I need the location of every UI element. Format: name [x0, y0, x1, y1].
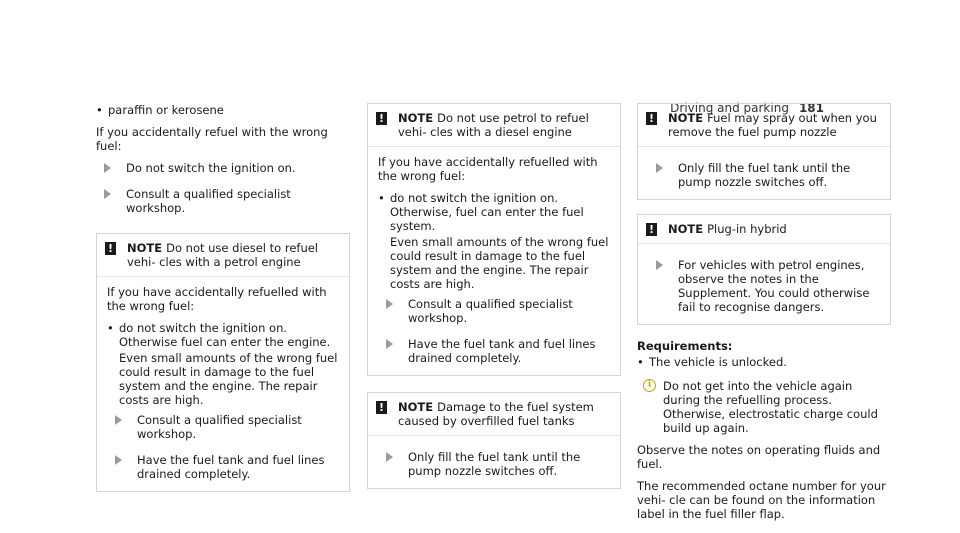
- note-heading: Do not use petrol to refuel vehi- cles with a diesel engine: [398, 111, 589, 139]
- warning-icon: !: [376, 112, 387, 125]
- bullet-icon: •: [96, 103, 103, 117]
- list-item: • do not switch the ignition on. Otherwise fuel can enter the engine.: [107, 321, 331, 349]
- bullet-icon: •: [637, 355, 644, 369]
- arrow-icon: [115, 415, 122, 425]
- note-title: NOTE: [398, 400, 434, 414]
- arrow-icon: [656, 163, 663, 173]
- arrow-icon: [386, 299, 393, 309]
- note-box: [367, 392, 621, 489]
- section-title: Driving and parking: [670, 101, 789, 115]
- note-title: NOTE: [668, 111, 704, 125]
- instruction-step: Only fill the fuel tank until the pump nozzle switches off.: [648, 161, 880, 189]
- note-body: [97, 277, 349, 491]
- paragraph: Even small amounts of the wrong fuel could result in damage to the fuel system and the engine. The repair costs are high.: [119, 351, 338, 407]
- column-2: [367, 103, 621, 503]
- note-title: NOTE: [127, 241, 163, 255]
- note-box: [367, 103, 621, 376]
- column-3: [637, 103, 891, 529]
- instruction-step: For vehicles with petrol engines, observe the notes in the Supplement. You could otherwise fail to recognise dangers.: [648, 258, 880, 314]
- paragraph: The recommended octane number for your vehi- cle can be found on the information label in the fuel filler flap.: [637, 479, 886, 521]
- arrow-icon: [104, 163, 111, 173]
- note-title: NOTE: [668, 222, 704, 236]
- note-header: [638, 215, 890, 244]
- instruction-step: Do not switch the ignition on.: [96, 161, 350, 175]
- warning-icon: !: [376, 401, 387, 414]
- note-header: [368, 104, 620, 147]
- instruction-step: Only fill the fuel tank until the pump nozzle switches off.: [378, 450, 610, 478]
- note-header: [97, 234, 349, 277]
- note-heading: Damage to the fuel system caused by overfilled fuel tanks: [398, 400, 594, 428]
- instruction-step: Have the fuel tank and fuel lines drained completely.: [107, 453, 339, 481]
- requirements-title: Requirements:: [637, 339, 733, 353]
- column-1: [96, 103, 350, 506]
- paragraph: Observe the notes on operating fluids and fuel.: [637, 443, 881, 471]
- bullet-icon: •: [107, 321, 114, 335]
- arrow-icon: [386, 339, 393, 349]
- note-body: [638, 244, 890, 324]
- paragraph: If you have accidentally refuelled with the wrong fuel:: [378, 155, 598, 183]
- info-icon: i: [643, 379, 656, 392]
- note-header: [368, 393, 620, 436]
- paragraph: Even small amounts of the wrong fuel could result in damage to the fuel system and the engine. The repair costs are high.: [390, 235, 609, 291]
- note-box: [637, 103, 891, 200]
- warning-icon: !: [646, 223, 657, 236]
- note-body: [368, 147, 620, 375]
- arrow-icon: [386, 452, 393, 462]
- list-item: • The vehicle is unlocked.: [637, 355, 787, 369]
- note-heading: Plug-in hybrid: [707, 222, 787, 236]
- info-note: i Do not get into the vehicle again during the refuelling process. Otherwise, electrostatic charge could build up again.: [637, 379, 891, 435]
- note-body: [368, 436, 620, 488]
- bullet-icon: •: [378, 191, 385, 205]
- paragraph: If you have accidentally refuelled with the wrong fuel:: [107, 285, 327, 313]
- warning-icon: !: [646, 112, 657, 125]
- instruction-step: Consult a qualified specialist workshop.: [107, 413, 339, 441]
- note-heading: Do not use diesel to refuel vehi- cles with a petrol engine: [127, 241, 319, 269]
- list-item: • do not switch the ignition on. Otherwise, fuel can enter the fuel system.: [378, 191, 584, 233]
- arrow-icon: [115, 455, 122, 465]
- instruction-step: Have the fuel tank and fuel lines drained completely.: [378, 337, 610, 365]
- note-heading: Fuel may spray out when you remove the fuel pump nozzle: [668, 111, 877, 139]
- note-header: [638, 104, 890, 147]
- instruction-step: Consult a qualified specialist workshop.: [378, 297, 610, 325]
- note-box: [637, 214, 891, 325]
- note-title: NOTE: [398, 111, 434, 125]
- warning-icon: !: [105, 242, 116, 255]
- list-item: • paraffin or kerosene: [96, 103, 224, 117]
- note-body: [638, 147, 890, 199]
- page-number: 181: [798, 101, 824, 115]
- note-box: [96, 233, 350, 492]
- instruction-step: Consult a qualified specialist workshop.: [96, 187, 350, 215]
- arrow-icon: [104, 189, 111, 199]
- paragraph: If you accidentally refuel with the wrong fuel:: [96, 125, 328, 153]
- arrow-icon: [656, 260, 663, 270]
